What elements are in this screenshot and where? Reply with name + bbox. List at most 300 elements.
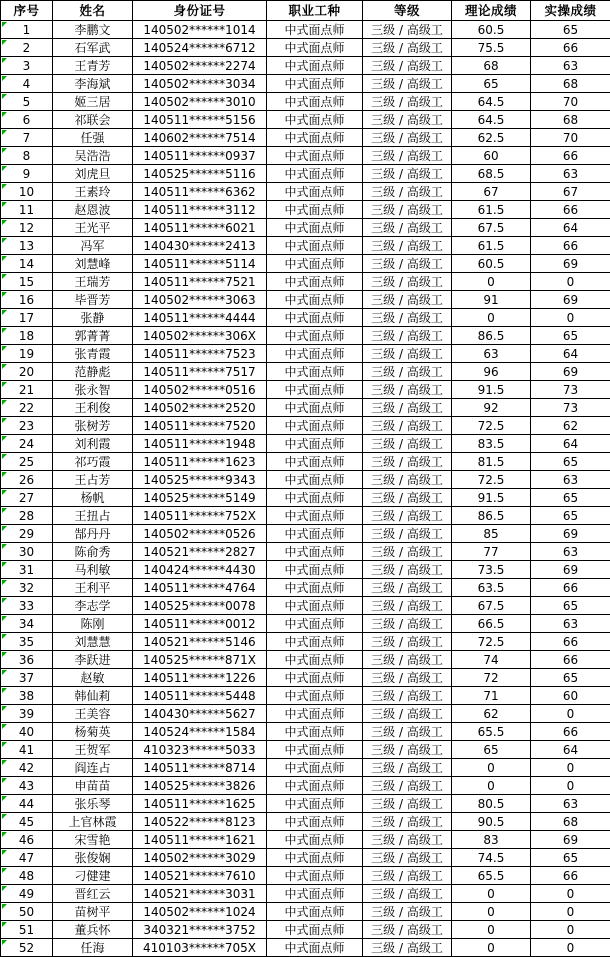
table-row	[1, 345, 610, 363]
cell-error-marker-icon	[2, 148, 7, 153]
cell-name: 王美容	[53, 705, 133, 723]
cell-id-number: 140525******5149	[133, 489, 267, 507]
cell-occupation: 中式面点师	[267, 489, 363, 507]
cell-theory-score: 77	[452, 543, 531, 561]
cell-seq	[1, 363, 53, 381]
cell-occupation: 中式面点师	[267, 147, 363, 165]
cell-practical-score: 64	[531, 741, 610, 759]
table-header-row	[1, 1, 610, 21]
cell-level: 三级 / 高级工	[363, 201, 452, 219]
cell-practical-score: 65	[531, 507, 610, 525]
cell-name: 晋红云	[53, 885, 133, 903]
cell-seq	[1, 633, 53, 651]
cell-seq	[1, 867, 53, 885]
cell-occupation: 中式面点师	[267, 525, 363, 543]
cell-id-number: 140502******3010	[133, 93, 267, 111]
cell-name: 李跃进	[53, 651, 133, 669]
cell-theory-score: 0	[452, 939, 531, 957]
cell-occupation: 中式面点师	[267, 111, 363, 129]
cell-name: 苗树平	[53, 903, 133, 921]
cell-occupation: 中式面点师	[267, 831, 363, 849]
cell-level: 三级 / 高级工	[363, 759, 452, 777]
cell-id-number: 140511******0937	[133, 147, 267, 165]
cell-name: 郜丹丹	[53, 525, 133, 543]
cell-theory-score: 75.5	[452, 39, 531, 57]
cell-seq	[1, 39, 53, 57]
cell-theory-score: 67.5	[452, 219, 531, 237]
cell-id-number: 140521******3031	[133, 885, 267, 903]
cell-occupation: 中式面点师	[267, 597, 363, 615]
cell-theory-score: 80.5	[452, 795, 531, 813]
cell-seq	[1, 705, 53, 723]
table-row	[1, 75, 610, 93]
cell-error-marker-icon	[2, 868, 7, 873]
cell-practical-score: 66	[531, 201, 610, 219]
cell-seq-text: 2	[23, 41, 31, 55]
cell-error-marker-icon	[2, 292, 7, 297]
cell-error-marker-icon	[2, 724, 7, 729]
cell-error-marker-icon	[2, 652, 7, 657]
cell-practical-score: 66	[531, 39, 610, 57]
cell-name: 任强	[53, 129, 133, 147]
cell-seq	[1, 57, 53, 75]
cell-seq	[1, 381, 53, 399]
table-row	[1, 327, 610, 345]
cell-practical-score: 65	[531, 453, 610, 471]
cell-practical-score: 68	[531, 111, 610, 129]
cell-occupation: 中式面点师	[267, 777, 363, 795]
cell-seq-text: 45	[19, 815, 34, 829]
cell-theory-score: 64.5	[452, 111, 531, 129]
cell-occupation: 中式面点师	[267, 435, 363, 453]
cell-theory-score: 91.5	[452, 381, 531, 399]
cell-id-number: 140511******7521	[133, 273, 267, 291]
cell-error-marker-icon	[2, 346, 7, 351]
cell-occupation: 中式面点师	[267, 327, 363, 345]
cell-occupation: 中式面点师	[267, 543, 363, 561]
table-row	[1, 741, 610, 759]
cell-id-number: 140525******3826	[133, 777, 267, 795]
cell-error-marker-icon	[2, 688, 7, 693]
cell-level: 三级 / 高级工	[363, 795, 452, 813]
cell-name: 刁健建	[53, 867, 133, 885]
cell-name: 刘利霞	[53, 435, 133, 453]
cell-theory-score: 0	[452, 759, 531, 777]
cell-error-marker-icon	[2, 904, 7, 909]
cell-occupation: 中式面点师	[267, 57, 363, 75]
cell-error-marker-icon	[2, 418, 7, 423]
cell-error-marker-icon	[2, 112, 7, 117]
cell-practical-score: 69	[531, 291, 610, 309]
table-row	[1, 39, 610, 57]
cell-id-number: 140511******4444	[133, 309, 267, 327]
cell-name: 刘慧慧	[53, 633, 133, 651]
table-row	[1, 543, 610, 561]
cell-seq-text: 36	[19, 653, 34, 667]
cell-id-number: 140511******7520	[133, 417, 267, 435]
cell-theory-score: 81.5	[452, 453, 531, 471]
cell-level: 三级 / 高级工	[363, 291, 452, 309]
cell-practical-score: 64	[531, 345, 610, 363]
table-row	[1, 921, 610, 939]
cell-level: 三级 / 高级工	[363, 21, 452, 39]
cell-level: 三级 / 高级工	[363, 669, 452, 687]
cell-error-marker-icon	[2, 850, 7, 855]
cell-id-number: 340321******3752	[133, 921, 267, 939]
cell-name: 王利平	[53, 579, 133, 597]
cell-theory-score: 72	[452, 669, 531, 687]
cell-seq-text: 24	[19, 437, 34, 451]
cell-id-number: 140502******0526	[133, 525, 267, 543]
cell-error-marker-icon	[2, 778, 7, 783]
table-row	[1, 885, 610, 903]
cell-seq	[1, 237, 53, 255]
cell-occupation: 中式面点师	[267, 633, 363, 651]
cell-level: 三级 / 高级工	[363, 183, 452, 201]
cell-id-number: 140511******1226	[133, 669, 267, 687]
cell-occupation: 中式面点师	[267, 39, 363, 57]
cell-occupation: 中式面点师	[267, 201, 363, 219]
cell-error-marker-icon	[2, 220, 7, 225]
cell-practical-score: 65	[531, 327, 610, 345]
cell-seq	[1, 741, 53, 759]
cell-practical-score: 65	[531, 489, 610, 507]
cell-level: 三级 / 高级工	[363, 633, 452, 651]
cell-id-number: 140502******3063	[133, 291, 267, 309]
cell-id-number: 140521******7610	[133, 867, 267, 885]
cell-seq	[1, 183, 53, 201]
cell-occupation: 中式面点师	[267, 903, 363, 921]
cell-occupation: 中式面点师	[267, 741, 363, 759]
cell-level: 三级 / 高级工	[363, 615, 452, 633]
cell-error-marker-icon	[2, 310, 7, 315]
cell-level: 三级 / 高级工	[363, 507, 452, 525]
cell-occupation: 中式面点师	[267, 795, 363, 813]
cell-name: 吴浩浩	[53, 147, 133, 165]
cell-level: 三级 / 高级工	[363, 399, 452, 417]
cell-theory-score: 62.5	[452, 129, 531, 147]
cell-practical-score: 67	[531, 183, 610, 201]
cell-seq	[1, 309, 53, 327]
cell-error-marker-icon	[2, 40, 7, 45]
cell-practical-score: 69	[531, 363, 610, 381]
cell-occupation: 中式面点师	[267, 75, 363, 93]
cell-name: 马利敏	[53, 561, 133, 579]
cell-practical-score: 68	[531, 75, 610, 93]
cell-seq-text: 15	[19, 275, 34, 289]
cell-occupation: 中式面点师	[267, 129, 363, 147]
cell-practical-score: 65	[531, 669, 610, 687]
cell-error-marker-icon	[2, 742, 7, 747]
cell-level: 三级 / 高级工	[363, 471, 452, 489]
cell-seq-text: 37	[19, 671, 34, 685]
cell-level: 三级 / 高级工	[363, 219, 452, 237]
cell-seq	[1, 435, 53, 453]
table-row	[1, 759, 610, 777]
cell-level: 三级 / 高级工	[363, 381, 452, 399]
cell-error-marker-icon	[2, 616, 7, 621]
cell-error-marker-icon	[2, 130, 7, 135]
table-row	[1, 867, 610, 885]
cell-name: 陈俞秀	[53, 543, 133, 561]
cell-occupation: 中式面点师	[267, 867, 363, 885]
cell-level: 三级 / 高级工	[363, 921, 452, 939]
cell-name: 张永智	[53, 381, 133, 399]
cell-theory-score: 0	[452, 273, 531, 291]
cell-occupation: 中式面点师	[267, 651, 363, 669]
cell-seq-text: 44	[19, 797, 34, 811]
cell-error-marker-icon	[2, 508, 7, 513]
cell-name: 上官林霞	[53, 813, 133, 831]
cell-seq	[1, 759, 53, 777]
cell-seq	[1, 345, 53, 363]
cell-practical-score: 60	[531, 687, 610, 705]
cell-seq-text: 4	[23, 77, 31, 91]
cell-seq	[1, 921, 53, 939]
cell-theory-score: 86.5	[452, 327, 531, 345]
cell-practical-score: 69	[531, 525, 610, 543]
cell-id-number: 140511******752X	[133, 507, 267, 525]
cell-error-marker-icon	[2, 328, 7, 333]
cell-seq-text: 13	[19, 239, 34, 253]
cell-id-number: 140511******1621	[133, 831, 267, 849]
cell-theory-score: 73.5	[452, 561, 531, 579]
cell-level: 三级 / 高级工	[363, 597, 452, 615]
cell-practical-score: 63	[531, 57, 610, 75]
cell-occupation: 中式面点师	[267, 345, 363, 363]
cell-practical-score: 63	[531, 795, 610, 813]
cell-seq-text: 17	[19, 311, 34, 325]
cell-seq	[1, 777, 53, 795]
cell-practical-score: 64	[531, 219, 610, 237]
table-row	[1, 237, 610, 255]
cell-id-number: 140430******5627	[133, 705, 267, 723]
table-row	[1, 471, 610, 489]
cell-id-number: 140602******7514	[133, 129, 267, 147]
cell-name: 王扭占	[53, 507, 133, 525]
table-row	[1, 129, 610, 147]
table-row	[1, 435, 610, 453]
cell-theory-score: 72.5	[452, 471, 531, 489]
table-row	[1, 903, 610, 921]
cell-theory-score: 0	[452, 885, 531, 903]
cell-practical-score: 65	[531, 21, 610, 39]
cell-seq-text: 39	[19, 707, 34, 721]
cell-practical-score: 0	[531, 885, 610, 903]
cell-theory-score: 85	[452, 525, 531, 543]
cell-name: 范静彪	[53, 363, 133, 381]
cell-id-number: 140511******6021	[133, 219, 267, 237]
cell-practical-score: 63	[531, 543, 610, 561]
cell-occupation: 中式面点师	[267, 561, 363, 579]
cell-practical-score: 69	[531, 831, 610, 849]
cell-occupation: 中式面点师	[267, 669, 363, 687]
cell-occupation: 中式面点师	[267, 849, 363, 867]
cell-theory-score: 83	[452, 831, 531, 849]
cell-occupation: 中式面点师	[267, 363, 363, 381]
cell-name: 王青芳	[53, 57, 133, 75]
cell-level: 三级 / 高级工	[363, 237, 452, 255]
cell-occupation: 中式面点师	[267, 417, 363, 435]
cell-occupation: 中式面点师	[267, 939, 363, 957]
cell-error-marker-icon	[2, 472, 7, 477]
table-row	[1, 561, 610, 579]
cell-level: 三级 / 高级工	[363, 651, 452, 669]
cell-seq-text: 21	[19, 383, 34, 397]
cell-theory-score: 67	[452, 183, 531, 201]
cell-error-marker-icon	[2, 922, 7, 927]
cell-name: 姬三居	[53, 93, 133, 111]
cell-occupation: 中式面点师	[267, 165, 363, 183]
cell-theory-score: 83.5	[452, 435, 531, 453]
cell-error-marker-icon	[2, 238, 7, 243]
cell-seq	[1, 129, 53, 147]
cell-error-marker-icon	[2, 562, 7, 567]
cell-id-number: 140502******2274	[133, 57, 267, 75]
cell-practical-score: 0	[531, 309, 610, 327]
cell-seq-text: 38	[19, 689, 34, 703]
cell-practical-score: 70	[531, 129, 610, 147]
cell-occupation: 中式面点师	[267, 183, 363, 201]
cell-id-number: 140511******8714	[133, 759, 267, 777]
cell-level: 三级 / 高级工	[363, 867, 452, 885]
cell-level: 三级 / 高级工	[363, 129, 452, 147]
cell-seq	[1, 453, 53, 471]
column-header-theory-score: 理论成绩	[452, 1, 531, 21]
cell-seq	[1, 543, 53, 561]
cell-seq-text: 47	[19, 851, 34, 865]
cell-seq-text: 9	[23, 167, 31, 181]
cell-seq-text: 19	[19, 347, 34, 361]
cell-error-marker-icon	[2, 382, 7, 387]
cell-error-marker-icon	[2, 364, 7, 369]
cell-seq	[1, 399, 53, 417]
cell-theory-score: 63.5	[452, 579, 531, 597]
table-row	[1, 399, 610, 417]
cell-seq	[1, 471, 53, 489]
cell-theory-score: 65	[452, 75, 531, 93]
cell-name: 王贺军	[53, 741, 133, 759]
cell-seq	[1, 849, 53, 867]
cell-theory-score: 71	[452, 687, 531, 705]
cell-theory-score: 60.5	[452, 21, 531, 39]
cell-name: 石军武	[53, 39, 133, 57]
cell-error-marker-icon	[2, 166, 7, 171]
cell-seq	[1, 723, 53, 741]
cell-level: 三级 / 高级工	[363, 939, 452, 957]
cell-error-marker-icon	[2, 184, 7, 189]
column-header-level: 等级	[363, 1, 452, 21]
cell-name: 王素玲	[53, 183, 133, 201]
table-row	[1, 525, 610, 543]
cell-name: 宋雪艳	[53, 831, 133, 849]
cell-seq-text: 30	[19, 545, 34, 559]
cell-error-marker-icon	[2, 490, 7, 495]
cell-seq	[1, 147, 53, 165]
cell-name: 赵恩波	[53, 201, 133, 219]
cell-seq-text: 27	[19, 491, 34, 505]
cell-theory-score: 0	[452, 777, 531, 795]
cell-practical-score: 66	[531, 147, 610, 165]
table-row	[1, 795, 610, 813]
cell-error-marker-icon	[2, 436, 7, 441]
table-row	[1, 291, 610, 309]
table-row	[1, 21, 610, 39]
table-row	[1, 381, 610, 399]
cell-id-number: 140511******1948	[133, 435, 267, 453]
cell-practical-score: 0	[531, 903, 610, 921]
cell-practical-score: 64	[531, 435, 610, 453]
table-row	[1, 615, 610, 633]
cell-theory-score: 60.5	[452, 255, 531, 273]
cell-id-number: 410103******705X	[133, 939, 267, 957]
cell-seq-text: 52	[19, 941, 34, 955]
cell-practical-score: 73	[531, 381, 610, 399]
cell-level: 三级 / 高级工	[363, 345, 452, 363]
cell-error-marker-icon	[2, 580, 7, 585]
table-row	[1, 777, 610, 795]
table-row	[1, 309, 610, 327]
cell-name: 毕晋芳	[53, 291, 133, 309]
cell-seq	[1, 21, 53, 39]
cell-seq	[1, 165, 53, 183]
cell-level: 三级 / 高级工	[363, 111, 452, 129]
cell-theory-score: 0	[452, 903, 531, 921]
cell-seq	[1, 417, 53, 435]
cell-practical-score: 65	[531, 849, 610, 867]
table-row	[1, 147, 610, 165]
table-row	[1, 489, 610, 507]
cell-seq	[1, 111, 53, 129]
cell-occupation: 中式面点师	[267, 21, 363, 39]
cell-error-marker-icon	[2, 22, 7, 27]
cell-seq-text: 23	[19, 419, 34, 433]
cell-level: 三级 / 高级工	[363, 741, 452, 759]
cell-seq-text: 22	[19, 401, 34, 415]
cell-level: 三级 / 高级工	[363, 327, 452, 345]
cell-level: 三级 / 高级工	[363, 777, 452, 795]
table-row	[1, 669, 610, 687]
cell-name: 张青霞	[53, 345, 133, 363]
cell-practical-score: 66	[531, 651, 610, 669]
cell-level: 三级 / 高级工	[363, 579, 452, 597]
column-header-id-number: 身份证号	[133, 1, 267, 21]
cell-name: 申苗苗	[53, 777, 133, 795]
cell-theory-score: 92	[452, 399, 531, 417]
table-row	[1, 255, 610, 273]
cell-error-marker-icon	[2, 634, 7, 639]
cell-occupation: 中式面点师	[267, 309, 363, 327]
cell-name: 张树芳	[53, 417, 133, 435]
cell-practical-score: 0	[531, 939, 610, 957]
cell-level: 三级 / 高级工	[363, 813, 452, 831]
table-row	[1, 723, 610, 741]
cell-name: 冯军	[53, 237, 133, 255]
cell-seq-text: 26	[19, 473, 34, 487]
cell-seq	[1, 597, 53, 615]
cell-seq	[1, 939, 53, 957]
table-row	[1, 813, 610, 831]
table-row	[1, 93, 610, 111]
cell-theory-score: 72.5	[452, 417, 531, 435]
cell-occupation: 中式面点师	[267, 615, 363, 633]
cell-error-marker-icon	[2, 202, 7, 207]
cell-error-marker-icon	[2, 886, 7, 891]
cell-theory-score: 65.5	[452, 867, 531, 885]
cell-seq-text: 28	[19, 509, 34, 523]
cell-occupation: 中式面点师	[267, 453, 363, 471]
cell-id-number: 140525******0078	[133, 597, 267, 615]
